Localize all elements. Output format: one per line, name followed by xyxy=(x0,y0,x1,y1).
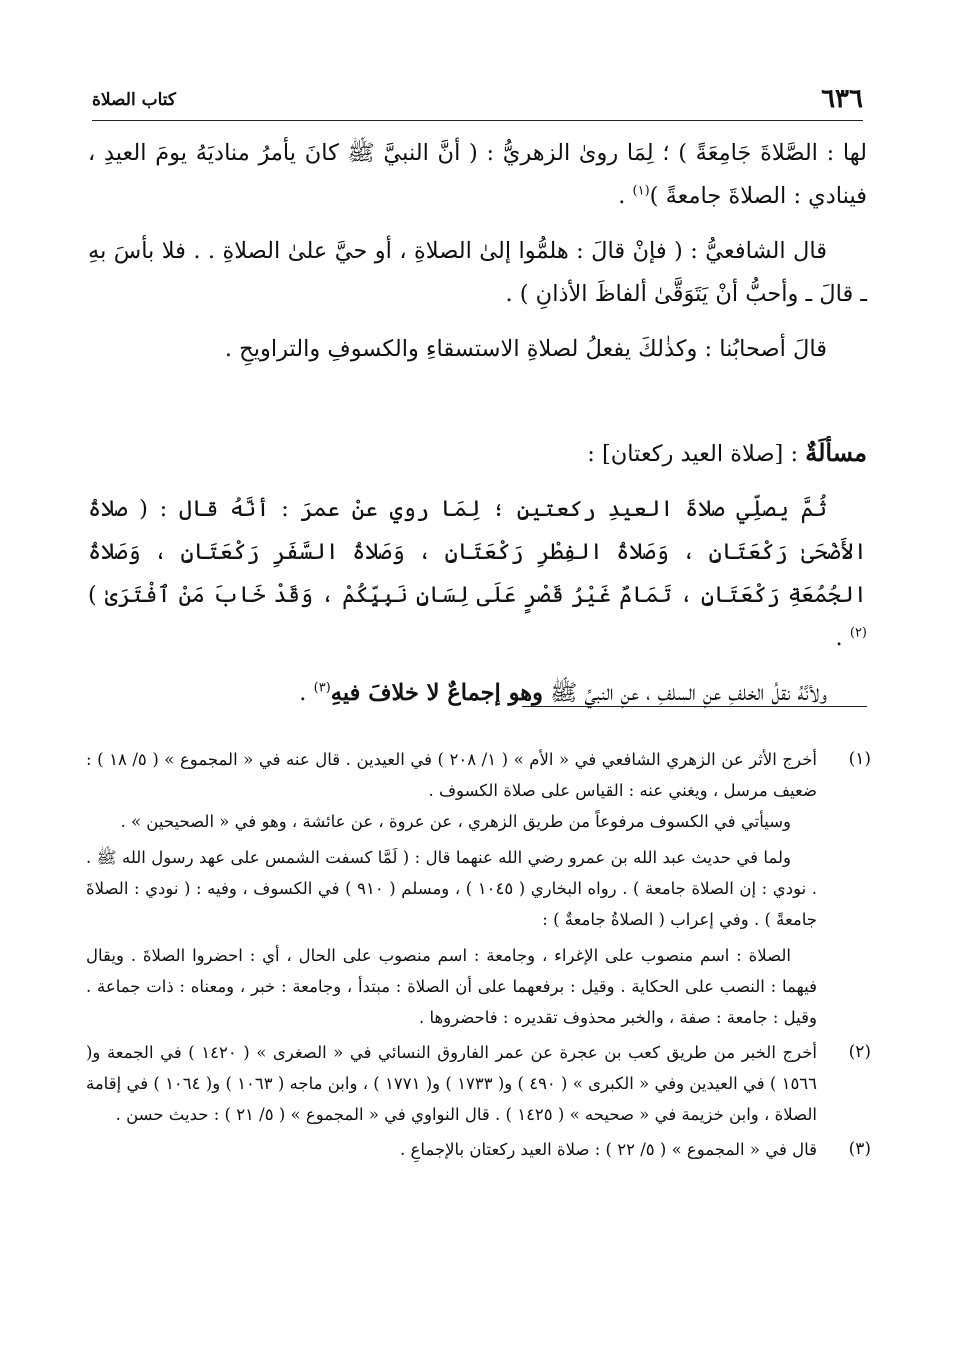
footnote-ref: (٢) xyxy=(849,625,867,641)
masala-label: مسألَةٌ xyxy=(805,438,867,467)
running-title: كتاب الصلاة xyxy=(92,90,177,110)
footnotes xyxy=(86,744,871,1169)
page-header xyxy=(92,84,863,121)
footnote-text: أخرج الأثر عن الزهري الشافعي في « الأم » ( ١/ ٢٠٨ ) في العيدين . قال عنه في « المجموع » ( ٥/ ١٨ ) : ضعيف مرسل ، ويغني عنه : القياس على صلاة الكسوف . xyxy=(86,750,817,800)
paragraph: لها : الصَّلاةَ جَامِعَةً ) ؛ لِمَا روىٰ الزهريُّ : ( أنَّ النبيَّ ﷺ كانَ يأمرُ مناديَهُ يومَ العيدِ ، فينادي : الصلاةَ جامعةً )$^{(١)}$ . xyxy=(88,140,867,209)
footnote-number: (٢) xyxy=(848,1042,871,1062)
footnote xyxy=(86,744,871,1033)
main-text xyxy=(88,132,867,715)
page-number: ٦٣٦ xyxy=(821,84,863,114)
paragraph: قالَ أصحابُنا : وكذٰلكَ يفعلُ لصلاةِ الاستسقاءِ والكسوفِ والتراويحِ . xyxy=(224,336,827,362)
footnote-text: أخرج الخبر من طريق كعب بن عجرة عن عمر الفاروق النسائي في « الصغرى » ( ١٤٢٠ ) في الجمعة و( ١٥٦٦ ) في العيدين وفي « الكبرى » ( ٤٩٠ ) و( ١٧٣٣ ) و( ١٧٧١ ) ، وابن ماجه ( ١٠٦٣ ) و( ١٠٦٤ ) في إقامة الصلاة ، وابن خزيمة في « صحيحه » ( ١٤٢٥ ) . قال النواوي في « المجموع » ( ٥/ ٢١ ) : حديث حسن . xyxy=(86,1043,818,1124)
footnote-number: (٣) xyxy=(848,1139,871,1159)
paragraph: ثُمَّ يصلِّي صلاةَ العيدِ ركعتينِ ؛ لِمَا روي عنْ عمرَ : أنَّهُ قال : ( صلاةُ الأَضْحَىٰ رَكْعَتَانِ ، وَصَلاةُ الفِطْرِ رَكْعَتَانِ ، وَصَلاةُ السَّفَرِ رَكْعَتَانِ ، وَصَلاةُ الجُمُعَةِ رَكْعَتَانِ ، تَمَامٌ غَيْرُ قَصْرٍ عَلَى لِسَانِ نَبِيِّكُمْ ، وَقَدْ خَابَ مَنْ ٱفْتَرَىٰ )$^{(٢)}$ . xyxy=(88,496,867,651)
footnote-number: (١) xyxy=(848,749,871,769)
footnote-text: ولما في حديث عبد الله بن عمرو رضي الله عنهما قال : ( لَمَّا كسفت الشمس على عهد رسول الله ﷺ . . نودي : إن الصلاة جامعة ) . رواه البخاري ( ١٠٤٥ ) ، ومسلم ( ٩١٠ ) في الكسوف ، وفيه : ( نودي : الصلاةَ جامعةً ) . وفي إعراب ( الصلاةُ جامعةٌ ) : xyxy=(86,848,817,929)
section-heading xyxy=(88,431,867,476)
footnote xyxy=(86,1037,871,1130)
footnote-text: قال في « المجموع » ( ٥/ ٢٢ ) : صلاة العيد ركعتان بالإجماعِ . xyxy=(400,1140,817,1159)
paragraph: ولأنَّهُ نقلُ الخلفِ عنِ السلفِ ، عنِ النبيِّ ﷺ وهو إجماعٌ لا خلافَ فيهِ$^{(٣)}$ . xyxy=(299,680,827,706)
footnote-text: وسيأتي في الكسوف مرفوعاً من طريق الزهري ، عن عروة ، عن عائشة ، وهو في « الصحيحين » . xyxy=(120,812,791,831)
footnote-text: الصلاة : اسم منصوب على الإغراء ، وجامعة : اسم منصوب على الحال ، أي : احضروا الصلاةَ . ويقال فيهما : النصب على الحكاية . وقيل : برفعهما على أن الصلاة : مبتدأ ، وجامعة : خبر ، ومعناه : ذات جماعة . وقيل : جامعة : صفة ، والخبر محذوف تقديره : فاحضروها . xyxy=(86,946,817,1027)
footnote-separator xyxy=(522,706,867,707)
footnote xyxy=(86,1134,871,1165)
paragraph: قال الشافعيُّ : ( فإنْ قالَ : هلمُّوا إلىٰ الصلاةِ ، أو حيَّ علىٰ الصلاةِ . . فلا بأسَ بهِ ـ قالَ ـ وأحبُّ أنْ يَتَوَقَّىٰ ألفاظَ الأذانِ ) . xyxy=(88,238,867,307)
footnote-ref: (٣) xyxy=(313,680,331,696)
footnote-ref: (١) xyxy=(632,183,650,199)
section-title: : [صلاة العيد ركعتان] : xyxy=(587,441,806,467)
